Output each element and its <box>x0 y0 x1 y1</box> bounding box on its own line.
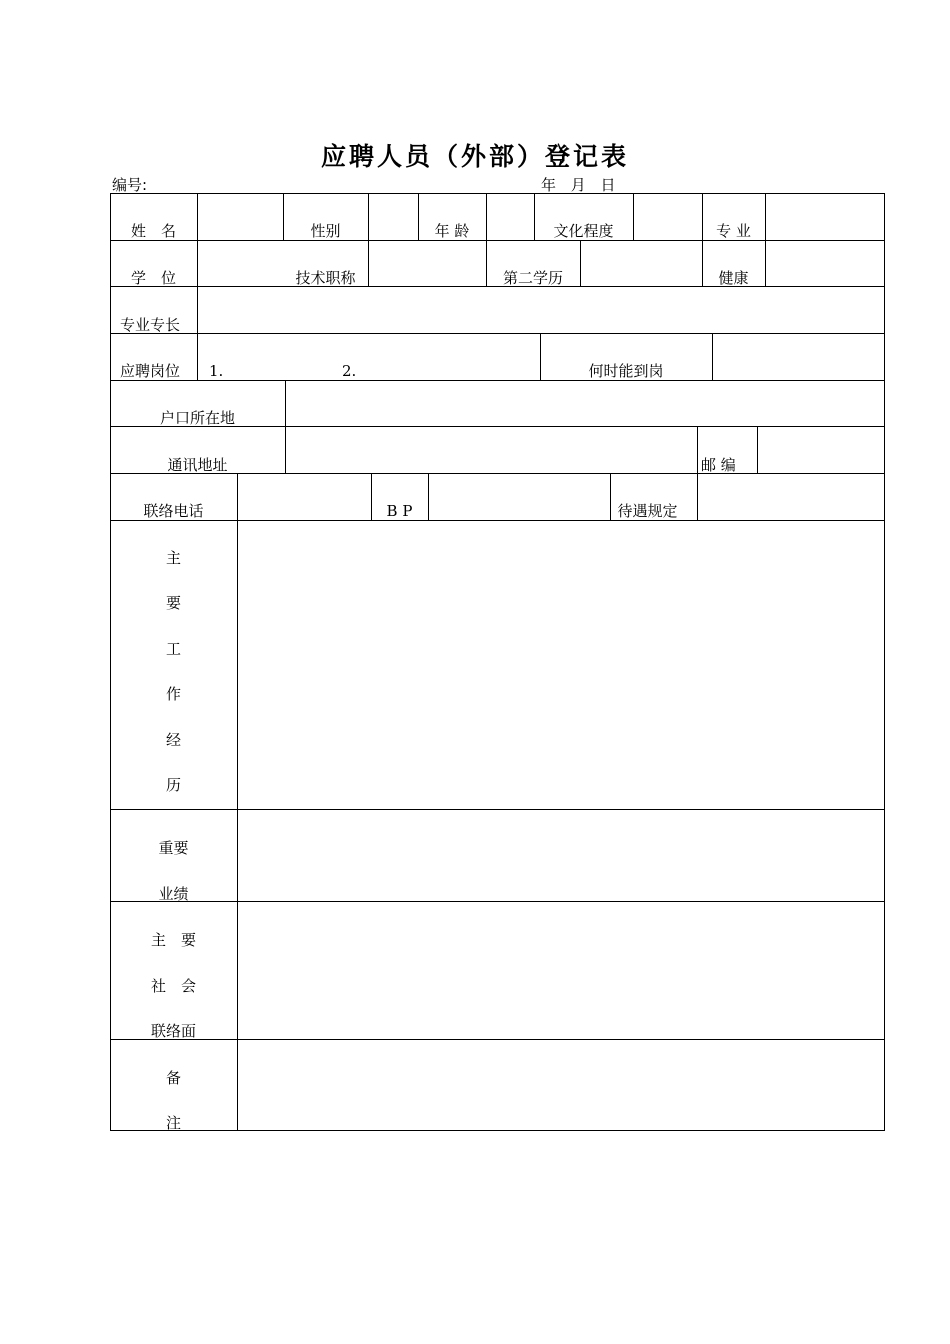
social-field[interactable] <box>238 902 884 1039</box>
address-field[interactable] <box>286 427 697 473</box>
age-label: 年 龄 <box>434 222 470 240</box>
phone-field[interactable] <box>238 474 371 520</box>
hukou-field[interactable] <box>286 381 884 426</box>
postcode-label: 邮 编 <box>701 456 736 474</box>
major-label: 专 业 <box>716 222 751 240</box>
work-history-label-char: 要 <box>165 594 181 612</box>
gender-label: 性别 <box>310 222 341 240</box>
remarks-label-char: 注 <box>165 1114 181 1132</box>
age-field[interactable] <box>487 194 534 240</box>
major-field[interactable] <box>766 194 884 240</box>
education-label: 文化程度 <box>553 222 614 240</box>
specialty-label: 专业专长 <box>120 316 181 334</box>
phone-label: 联络电话 <box>143 502 204 520</box>
second-degree-label: 第二学历 <box>502 269 563 287</box>
hukou-label: 户口所在地 <box>159 409 235 427</box>
postcode-field[interactable] <box>758 427 884 473</box>
address-label: 通讯地址 <box>167 456 228 474</box>
gender-field[interactable] <box>369 194 418 240</box>
col-divider <box>697 426 698 473</box>
work-history-label-char: 工 <box>165 640 181 658</box>
work-history-field[interactable] <box>238 521 884 809</box>
health-field[interactable] <box>766 241 884 286</box>
work-history-label-char: 经 <box>165 731 181 749</box>
specialty-field[interactable] <box>198 287 884 333</box>
remarks-label-char: 备 <box>165 1069 181 1087</box>
second-degree-field[interactable] <box>581 241 702 286</box>
achievements-label-line: 重要 <box>158 839 189 857</box>
bp-label: B P <box>386 502 413 520</box>
start-date-field[interactable] <box>713 334 884 380</box>
education-field[interactable] <box>634 194 702 240</box>
work-history-label-char: 历 <box>165 776 181 794</box>
position-option-1: 1. <box>209 362 224 380</box>
tech-title-label: 技术职称 <box>295 269 356 287</box>
name-field[interactable] <box>198 194 283 240</box>
social-label-line: 主 要 <box>150 931 196 949</box>
social-label-line: 联络面 <box>150 1022 196 1040</box>
achievements-label-line: 业绩 <box>158 885 189 903</box>
bp-field[interactable] <box>429 474 610 520</box>
tech-title-field[interactable] <box>369 241 486 286</box>
work-history-label-char: 主 <box>165 549 181 567</box>
form-date-label: 年 月 日 <box>541 176 616 194</box>
achievements-field[interactable] <box>238 810 884 901</box>
salary-label: 待遇规定 <box>617 502 678 520</box>
social-label-line: 社 会 <box>150 977 196 995</box>
form-title: 应聘人员（外部）登记表 <box>320 142 629 171</box>
name-label: 姓 名 <box>130 222 176 240</box>
position-label: 应聘岗位 <box>120 362 181 380</box>
work-history-label-char: 作 <box>165 685 181 703</box>
start-date-label: 何时能到岗 <box>588 362 664 380</box>
remarks-field[interactable] <box>238 1040 884 1131</box>
form-number-label: 编号: <box>112 176 148 194</box>
health-label: 健康 <box>718 269 749 287</box>
salary-field[interactable] <box>698 474 884 520</box>
degree-label: 学 位 <box>130 269 176 287</box>
col-divider <box>197 333 198 380</box>
degree-field[interactable] <box>198 241 283 286</box>
position-option-2: 2. <box>342 362 357 380</box>
